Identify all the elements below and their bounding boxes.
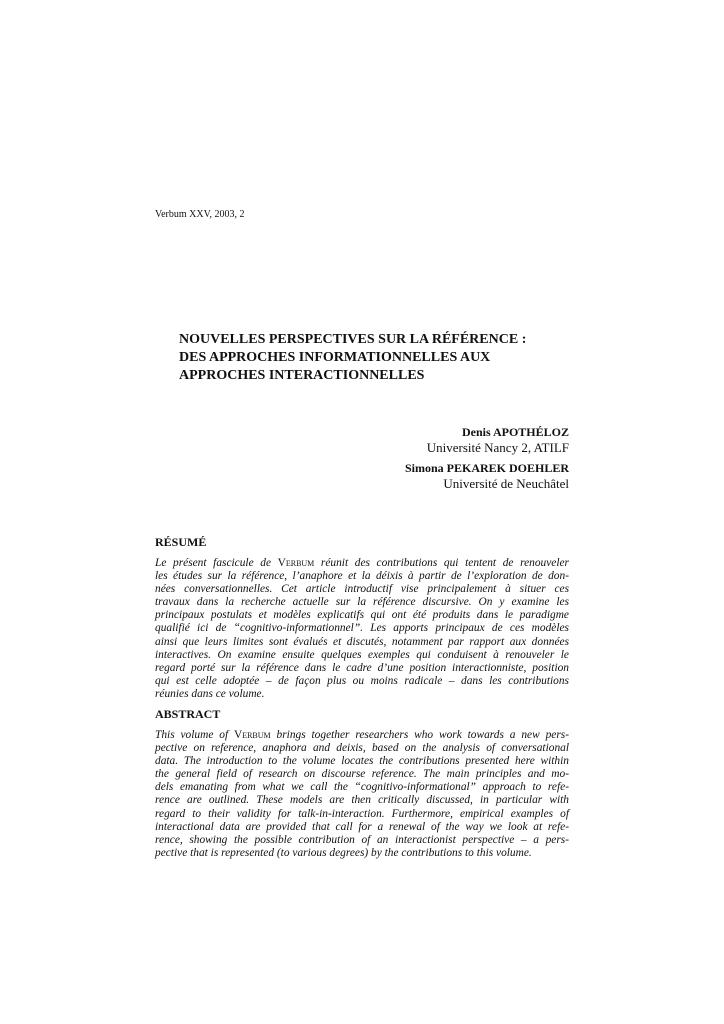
resume-heading: RÉSUMÉ [155,535,207,549]
title-line: NOUVELLES PERSPECTIVES SUR LA RÉFÉRENCE : [179,332,527,347]
title-line: APPROCHES INTERACTIONNELLES [179,368,425,383]
resume-text [155,557,569,701]
resume-line: regard porté sur la référence dans le cadre d’une position interactionniste, position [155,661,569,674]
title-line: DES APPROCHES INFORMATIONNELLES AUX [179,350,491,365]
abstract-line: pective that is represented (to various degrees) by the contributions to this volume. [155,846,532,859]
resume-line: qualifié ici de “cognitivo-informationnel”. Les apports principaux de ces modèles [155,622,569,635]
resume-line: Le présent fascicule de Verbum réunit des contributions qui tentent de renouveler [155,557,569,569]
author-name: Denis APOTHÉLOZ [461,425,569,439]
abstract-line: pective on reference, anaphora and deixis, based on the analysis of conversational [155,742,569,755]
abstract-line: rence are outlined. These models are then critically discussed, in particular with [155,794,569,807]
abstract-line: the general field of research on discourse reference. The main principles and mo- [155,768,569,781]
author-block [405,424,569,492]
abstract-line: interactional data are provided that call for a renewal of the way we look at refe- [155,820,569,833]
abstract-line: dels emanating from what we call the “cognitivo-informational” approach to refe- [155,781,569,794]
journal-name: Verbum [277,557,315,569]
resume-line: travaux dans la recherche actuelle sur la référence discursive. On y examine les [155,596,569,609]
journal-reference: Verbum XXV, 2003, 2 [155,209,245,220]
resume-line: nées conversationnelles. Cet article introductif vise principalement à situer ces [155,583,569,596]
resume-line: les études sur la référence, l’anaphore et la déixis à partir de l’exploration de don- [155,570,569,583]
resume-line: principaux postulats et modèles explicatifs qui ont été produits dans le paradigme [155,609,569,622]
abstract-line: This volume of Verbum brings together researchers who work towards a new pers- [155,729,569,741]
abstract-line: data. The introduction to the volume locates the contributions presented here within [155,755,569,768]
resume-line: réunies dans ce volume. [155,687,265,700]
resume-line: interactives. On examine ensuite quelques exemples qui conduisent à renouveler le [155,648,569,661]
abstract-line: regard to their validity for talk-in-interaction. Furthermore, empirical examples of [155,807,569,820]
journal-name: Verbum [233,729,271,741]
article-title [179,331,599,385]
resume-line: qui est celle adoptée – de façon plus ou moins radicale – dans les contributions [155,674,569,687]
abstract-heading: ABSTRACT [155,707,221,721]
author-affiliation: Université de Neuchâtel [443,476,569,491]
author-affiliation: Université Nancy 2, ATILF [426,440,569,455]
abstract-text [155,729,569,860]
resume-line: ainsi que leurs limites sont évalués et discutés, notamment par rapport aux données [155,635,569,648]
author-name: Simona PEKAREK DOEHLER [404,461,569,475]
abstract-line: rence, showing the possible contribution of an interactionist perspective – a pers- [155,833,569,846]
